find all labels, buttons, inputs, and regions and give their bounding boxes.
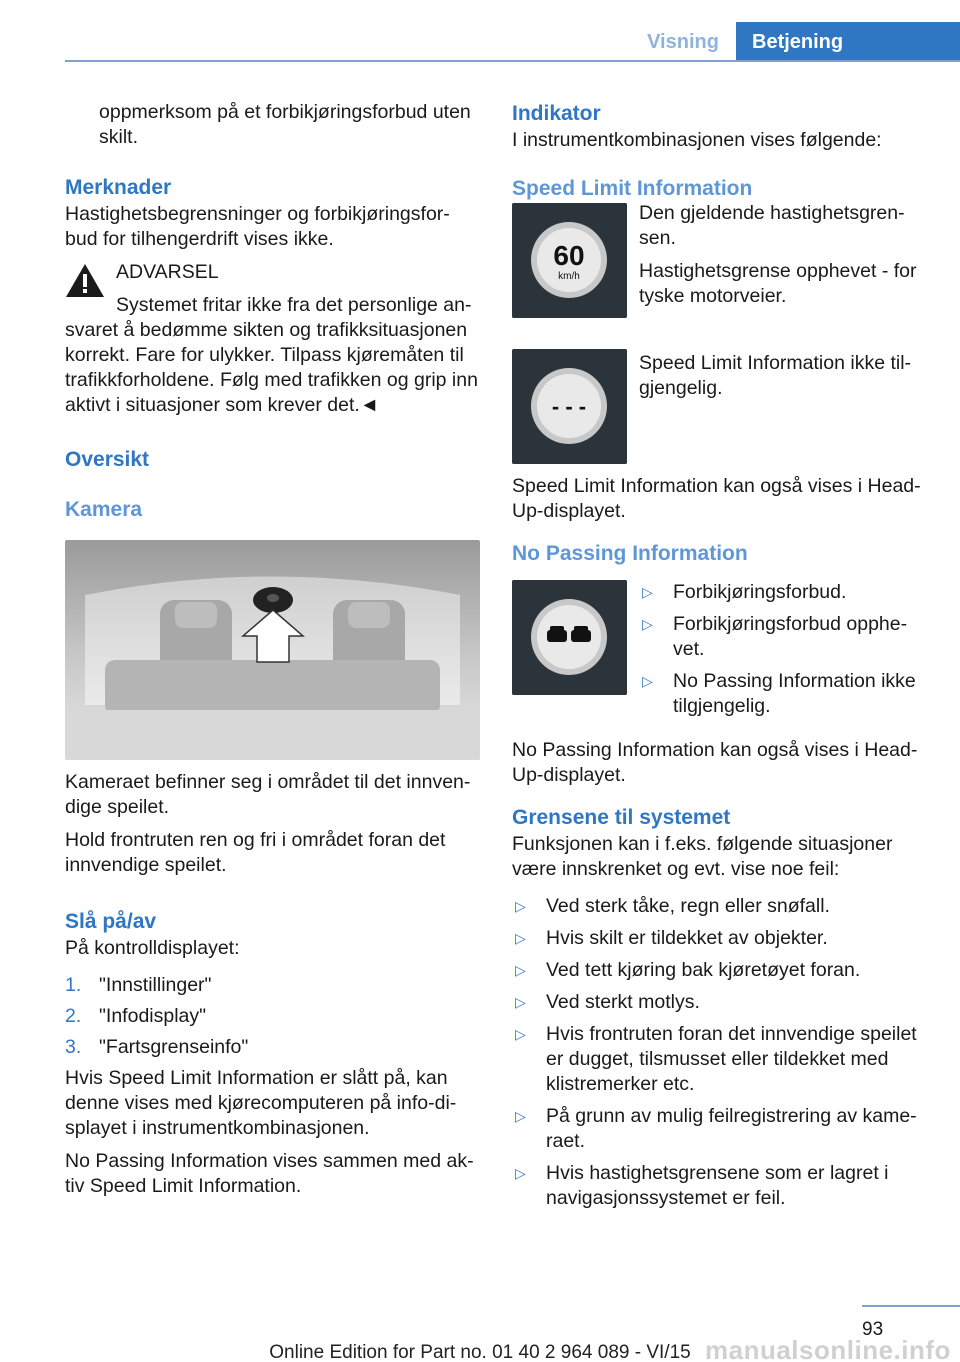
sign-60-value: 60	[553, 240, 585, 271]
edition-text: Online Edition for Part no. 01 40 2 964 089 - VI/15	[269, 1342, 691, 1362]
step-number: 2.	[65, 1005, 82, 1027]
speed-limit-unavailable-sign	[512, 349, 627, 464]
list-item-text: Ved sterk tåke, regn eller snøfall.	[546, 895, 830, 917]
list-item	[65, 1004, 480, 1029]
list-item	[512, 926, 932, 951]
tab-betjening[interactable]: Betjening	[736, 22, 960, 62]
no-passing-list	[639, 580, 932, 719]
section-title-indikator: Indikator	[512, 102, 601, 125]
camera-location-photo	[65, 540, 480, 760]
list-item	[512, 1022, 932, 1097]
list-item	[512, 990, 932, 1015]
camera-caption-1: Kameraet befinner seg i området til det innven-dige speilet.	[65, 771, 471, 818]
section-title-sla-pa-av: Slå på/av	[65, 910, 157, 933]
warning-text-rest: svaret å bedømme sikten og trafikksituasjonen korrekt. Fare for ulykker. Tilpass kjøremåten til trafikkforholdene. Følg med trafikken og grip inn aktivt i situasjoner som krever det.◄	[65, 319, 478, 416]
list-item-text: På grunn av mulig feilregistrering av kame-raet.	[546, 1105, 917, 1152]
subsection-title-speed-limit: Speed Limit Information	[512, 177, 753, 200]
list-item	[512, 894, 932, 919]
list-item	[639, 669, 932, 719]
merknader-text: Hastighetsbegrensninger og forbikjøringsfor-bud for tilhengerdrift vises ikke.	[65, 203, 450, 250]
warning-text-first: Systemet fritar ikke fra det personlige an-	[116, 294, 472, 316]
watermark: manualsonline.info	[705, 1335, 951, 1362]
section-title-grensene: Grensene til systemet	[512, 806, 731, 829]
triangle-bullet-icon: ▷	[515, 962, 526, 978]
warning-label: ADVARSEL	[116, 261, 219, 283]
npi-status-text: No Passing Information vises sammen med ak-tiv Speed Limit Information.	[65, 1150, 474, 1197]
camera-caption-2: Hold frontruten ren og fri i området foran det innvendige speilet.	[65, 829, 446, 876]
list-item-text: Forbikjøringsforbud opphe-vet.	[673, 613, 908, 660]
list-item-text: Forbikjøringsforbud.	[673, 581, 847, 603]
section-title-oversikt: Oversikt	[65, 448, 150, 471]
step-number: 1.	[65, 974, 82, 996]
list-item	[639, 612, 932, 662]
indicator-row-no-passing	[512, 580, 932, 730]
triangle-bullet-icon: ▷	[642, 584, 653, 600]
list-item	[639, 580, 932, 605]
sla-intro: På kontrolldisplayet:	[65, 937, 240, 959]
tab-visning[interactable]: Visning	[647, 31, 719, 53]
speed-sign-unavailable-icon	[512, 349, 627, 464]
list-item	[65, 973, 480, 998]
subsection-title-no-passing: No Passing Information	[512, 542, 748, 565]
page-header	[0, 0, 960, 64]
triangle-bullet-icon: ▷	[515, 1165, 526, 1181]
sli-status-text: Hvis Speed Limit Information er slått på, kan denne vises med kjørecomputeren på info-di-splayet i instrumentkombinasjonen.	[65, 1067, 457, 1139]
list-item	[512, 1161, 932, 1211]
triangle-bullet-icon: ▷	[515, 1026, 526, 1042]
footer-divider	[862, 1305, 960, 1307]
list-item-text: Hvis hastighetsgrensene som er lagret i navigasjonssystemet er feil.	[546, 1162, 889, 1209]
hud-text-1: Speed Limit Information kan også vises i Head-Up-displayet.	[512, 475, 921, 522]
step-number: 3.	[65, 1036, 82, 1058]
car-interior-illustration	[65, 540, 480, 760]
list-item	[512, 958, 932, 983]
warning-block	[65, 260, 480, 418]
sign-dash-text: Speed Limit Information ikke til-gjengelig.	[639, 352, 912, 399]
no-passing-sign	[512, 580, 627, 695]
steps-list	[65, 973, 480, 1060]
list-item-text: No Passing Information ikke tilgjengelig.	[673, 670, 916, 717]
left-column	[65, 100, 480, 1207]
hud-text-2: No Passing Information kan også vises i Head-Up-displayet.	[512, 739, 918, 786]
sign-60-text-2: Hastighetsgrense opphevet - for tyske motorveier.	[639, 260, 917, 307]
list-item-text: Ved tett kjøring bak kjøretøyet foran.	[546, 959, 861, 981]
list-item-text: Ved sterkt motlys.	[546, 991, 700, 1013]
page-number: 93	[862, 1319, 884, 1340]
indicator-row-speed-unavailable	[512, 339, 932, 474]
list-item	[65, 1035, 480, 1060]
limitations-list	[512, 894, 932, 1211]
grensene-intro: Funksjonen kan i f.eks. følgende situasjoner være innskrenket og evt. vise noe feil:	[512, 833, 893, 880]
triangle-bullet-icon: ▷	[642, 673, 653, 689]
triangle-bullet-icon: ▷	[515, 898, 526, 914]
indikator-text: I instrumentkombinasjonen vises følgende:	[512, 129, 882, 151]
header-divider	[65, 60, 960, 62]
step-text: "Infodisplay"	[99, 1005, 207, 1027]
triangle-bullet-icon: ▷	[515, 1108, 526, 1124]
speed-sign-icon	[512, 203, 627, 318]
step-text: "Innstillinger"	[99, 974, 212, 996]
list-item-text: Hvis frontruten foran det innvendige speilet er dugget, tilsmusset eller tildekket med klistremerker etc.	[546, 1023, 917, 1095]
triangle-bullet-icon: ▷	[642, 616, 653, 632]
intro-continuation: oppmerksom på et forbikjøringsforbud uten skilt.	[99, 101, 471, 148]
right-column	[512, 100, 932, 1218]
list-item-text: Hvis skilt er tildekket av objekter.	[546, 927, 828, 949]
sign-60-text-1: Den gjeldende hastighetsgren-sen.	[639, 202, 905, 249]
sign-dash-value: - - -	[551, 394, 587, 419]
section-title-merknader: Merknader	[65, 176, 172, 199]
sign-60-unit: km/h	[558, 271, 580, 282]
triangle-bullet-icon: ▷	[515, 930, 526, 946]
indicator-row-speed-60	[512, 202, 932, 339]
triangle-bullet-icon: ▷	[515, 994, 526, 1010]
list-item	[512, 1104, 932, 1154]
speed-limit-60-sign	[512, 203, 627, 318]
warning-triangle-icon	[65, 262, 105, 298]
step-text: "Fartsgrenseinfo"	[99, 1036, 249, 1058]
no-passing-icon	[512, 580, 627, 695]
subsection-title-kamera: Kamera	[65, 498, 143, 521]
